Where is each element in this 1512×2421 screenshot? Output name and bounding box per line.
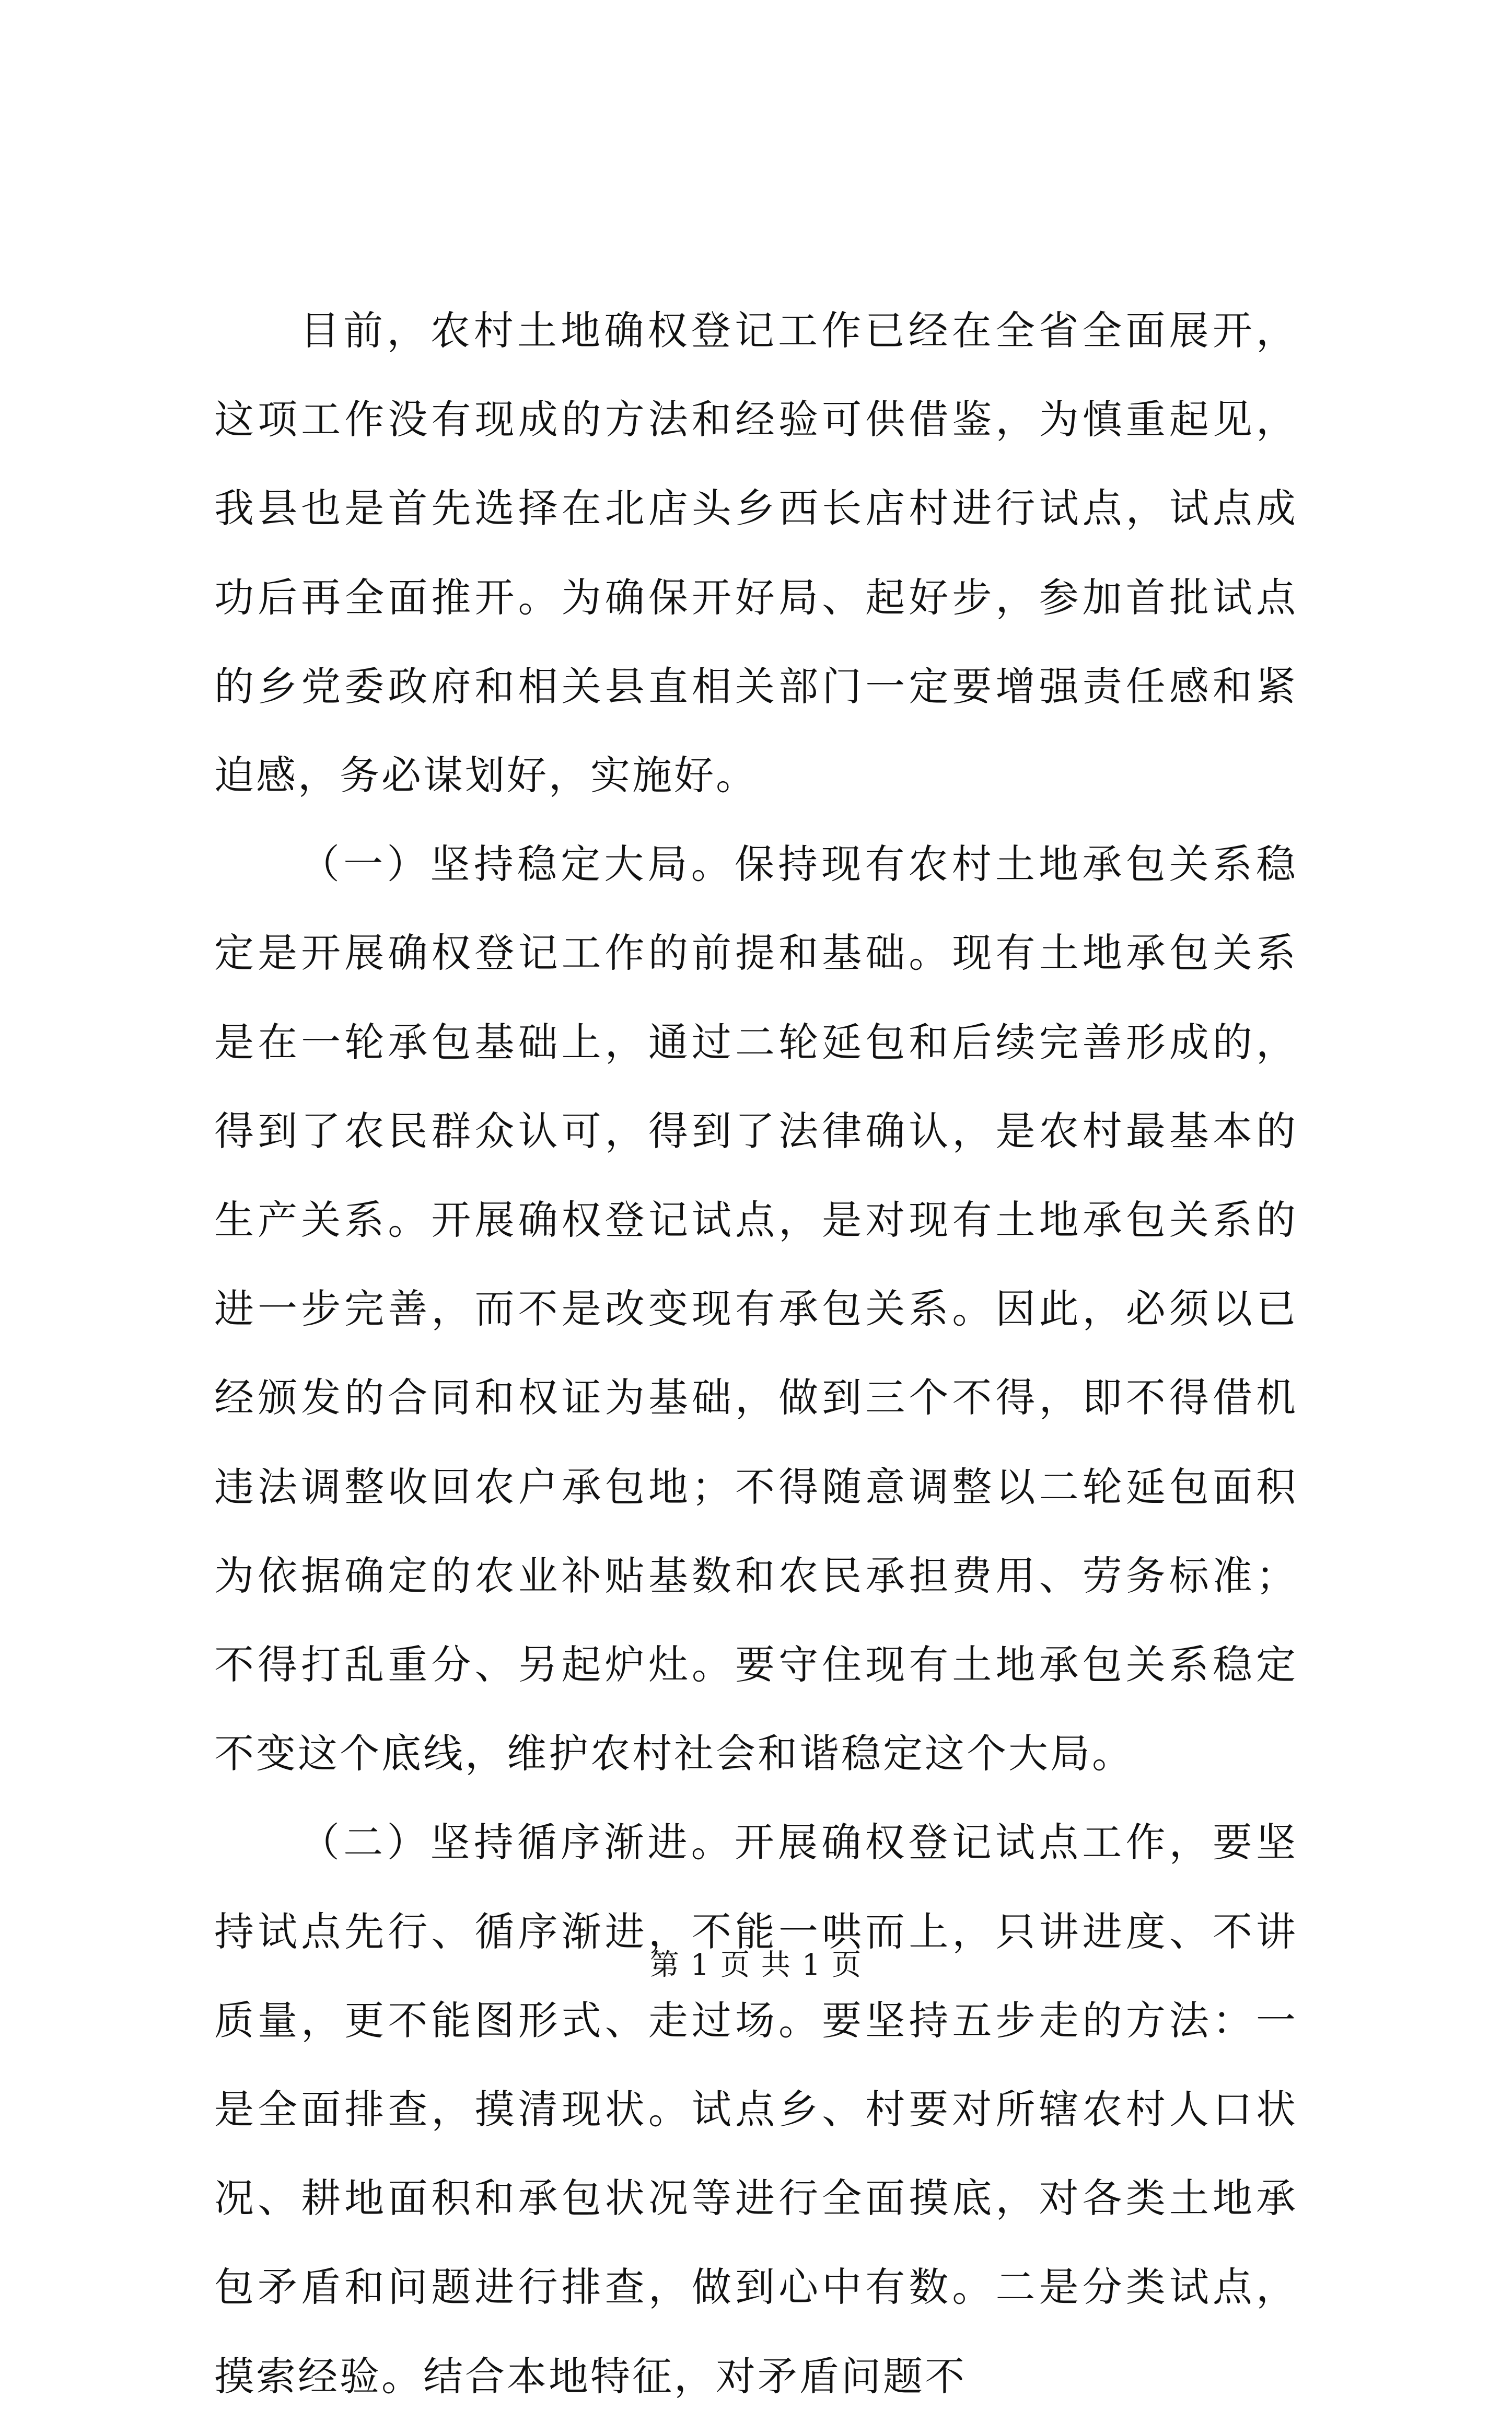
- page-footer: 第 1 页 共 1 页: [649, 1948, 863, 1982]
- document-body: [214, 286, 1298, 2421]
- paragraph-section-2: （二）坚持循序渐进。开展确权登记试点工作，要坚持试点先行、循序渐进，不能一哄而上，只讲进度、不讲质量，更不能图形式、走过场。要坚持五步走的方法：一是全面排查，摸清现状。试点乡、村要对所辖农村人口状况、耕地面积和承包状况等进行全面摸底，对各类土地承包矛盾和问题进行排查，做到心中有数。二是分类试点，摸索经验。结合本地特征，对矛盾问题不: [214, 1819, 1298, 2400]
- paragraph-section-1: （一）坚持稳定大局。保持现有农村土地承包关系稳定是开展确权登记工作的前提和基础。现有土地承包关系是在一轮承包基础上，通过二轮延包和后续完善形成的，得到了农民群众认可，得到了法律确认，是农村最基本的生产关系。开展确权登记试点，是对现有土地承包关系的进一步完善，而不是改变现有承包关系。因此，必须以已经颁发的合同和权证为基础，做到三个不得，即不得借机违法调整收回农户承包地；不得随意调整以二轮延包面积为依据确定的农业补贴基数和农民承担费用、劳务标准；不得打乱重分、另起炉灶。要守住现有土地承包关系稳定不变这个底线，维护农村社会和谐稳定这个大局。: [214, 841, 1298, 1777]
- paragraph-intro: 目前，农村土地确权登记工作已经在全省全面展开，这项工作没有现成的方法和经验可供借鉴，为慎重起见，我县也是首先选择在北店头乡西长店村进行试点，试点成功后再全面推开。为确保开好局、起好步，参加首批试点的乡党委政府和相关县直相关部门一定要增强责任感和紧迫感，务必谋划好，实施好。: [214, 307, 1298, 799]
